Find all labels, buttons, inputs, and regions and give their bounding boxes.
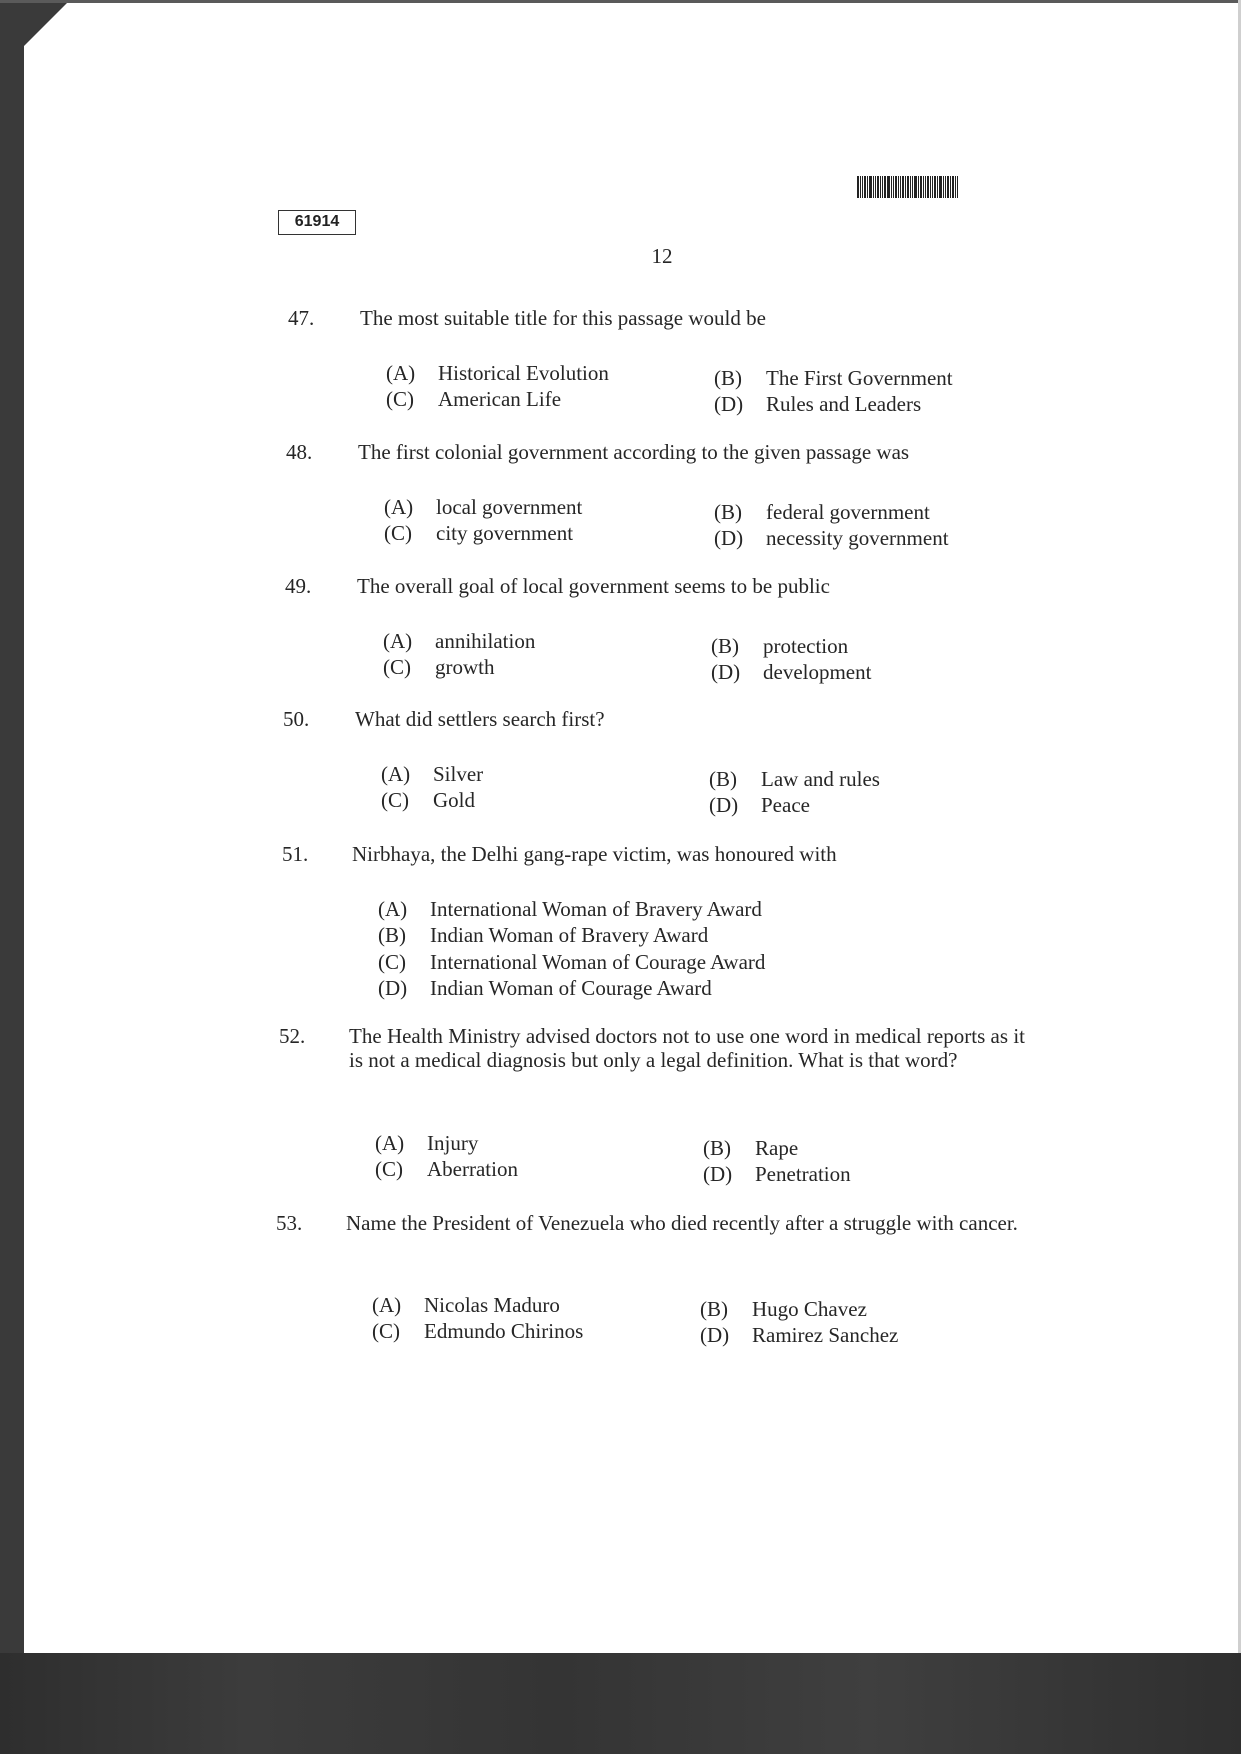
scan-folded-corner	[0, 0, 70, 70]
option-c	[375, 1157, 518, 1181]
option-letter: (C)	[375, 1157, 403, 1181]
scan-border-left	[0, 0, 24, 1754]
option-letter: (D)	[378, 976, 408, 1000]
option-letter: (A)	[372, 1293, 402, 1317]
barcode-bar	[905, 176, 906, 198]
barcode-bar	[910, 176, 911, 198]
question-number: 48.	[286, 440, 313, 464]
option-a	[372, 1293, 560, 1317]
question-number: 53.	[276, 1211, 303, 1235]
option-d	[714, 392, 921, 416]
question-text: What did settlers search first?	[355, 707, 605, 731]
option-a	[384, 495, 582, 519]
option-text: Nicolas Maduro	[424, 1293, 560, 1317]
barcode-bar	[945, 176, 946, 198]
barcode-bar	[918, 176, 919, 198]
option-letter: (C)	[386, 387, 414, 411]
option-letter: (B)	[714, 366, 742, 390]
barcode-bar	[902, 176, 904, 198]
question-number: 50.	[283, 707, 310, 731]
barcode-bar	[862, 176, 863, 198]
barcode-bar	[893, 176, 894, 198]
barcode-bar	[898, 176, 899, 198]
option-c	[384, 521, 573, 545]
barcode-bar	[857, 176, 859, 198]
option-letter: (D)	[714, 526, 744, 550]
option-text: local government	[436, 495, 583, 519]
option-a	[386, 361, 609, 385]
option-text: Peace	[761, 793, 810, 817]
paper-code-box: 61914	[278, 210, 356, 235]
barcode-bar	[873, 176, 874, 198]
barcode-bar	[939, 176, 942, 198]
option-b	[703, 1136, 798, 1160]
barcode-bar	[907, 176, 909, 198]
option-d	[709, 793, 810, 817]
option-text: Hugo Chavez	[752, 1297, 867, 1321]
option-text: Injury	[427, 1131, 479, 1155]
option-letter: (A)	[381, 762, 411, 786]
option-letter: (D)	[703, 1162, 733, 1186]
option-letter: (A)	[375, 1131, 405, 1155]
barcode-bar	[937, 176, 938, 198]
barcode-bar	[912, 176, 913, 198]
option-letter: (A)	[386, 361, 416, 385]
option-letter: (B)	[711, 634, 739, 658]
barcode-bar	[864, 176, 866, 198]
option-letter: (B)	[700, 1297, 728, 1321]
question-number: 52.	[279, 1024, 306, 1048]
option-text: city government	[436, 521, 574, 545]
barcode-bar	[947, 176, 949, 198]
option-b	[709, 767, 880, 791]
option-text: Indian Woman of Bravery Award	[430, 923, 709, 947]
option-text: Rape	[755, 1136, 799, 1160]
barcode-bar	[884, 176, 886, 198]
barcode	[857, 176, 989, 198]
option-letter: (A)	[383, 629, 413, 653]
barcode-bar	[955, 176, 956, 198]
option-text: Indian Woman of Courage Award	[430, 976, 712, 1000]
option-text: protection	[763, 634, 849, 658]
option-a	[381, 762, 483, 786]
option-text: Ramirez Sanchez	[752, 1323, 899, 1347]
question-text: The most suitable title for this passage would be	[360, 306, 766, 330]
option-text: Law and rules	[761, 767, 880, 791]
barcode-bar	[880, 176, 881, 198]
option-d	[703, 1162, 851, 1186]
barcode-bar	[930, 176, 931, 198]
barcode-bar	[923, 176, 924, 198]
barcode-bar	[895, 176, 897, 198]
question-text: The first colonial government according to the given passage was	[358, 440, 910, 464]
barcode-bar	[952, 176, 954, 198]
option-c	[378, 950, 765, 974]
option-text: development	[763, 660, 872, 684]
option-a	[378, 897, 762, 921]
option-text: Penetration	[755, 1162, 851, 1186]
barcode-bar	[900, 176, 901, 198]
option-text: Aberration	[427, 1157, 518, 1181]
option-letter: (D)	[709, 793, 739, 817]
option-c	[383, 655, 495, 679]
option-letter: (C)	[372, 1319, 400, 1343]
barcode-bar	[877, 176, 879, 198]
option-c	[381, 788, 475, 812]
option-d	[378, 976, 712, 1000]
option-text: Rules and Leaders	[766, 392, 922, 416]
option-text: International Woman of Bravery Award	[430, 897, 762, 921]
option-letter: (B)	[378, 923, 406, 947]
option-b	[714, 366, 953, 390]
barcode-bar	[869, 176, 872, 198]
question-text: Nirbhaya, the Delhi gang-rape victim, was honoured with	[352, 842, 837, 866]
barcode-bar	[914, 176, 917, 198]
barcode-bar	[925, 176, 926, 198]
option-letter: (A)	[384, 495, 414, 519]
question-text: The overall goal of local government seems to be public	[357, 574, 830, 598]
barcode-bar	[934, 176, 936, 198]
option-letter: (C)	[383, 655, 411, 679]
option-letter: (C)	[378, 950, 406, 974]
option-text: Gold	[433, 788, 475, 812]
question-number: 51.	[282, 842, 309, 866]
barcode-bar	[920, 176, 922, 198]
option-text: Silver	[433, 762, 484, 786]
option-letter: (D)	[714, 392, 744, 416]
question-text: Name the President of Venezuela who died recently after a struggle with cancer.	[346, 1211, 1018, 1235]
barcode-bar	[867, 176, 868, 198]
option-text: Edmundo Chirinos	[424, 1319, 584, 1343]
option-text: federal government	[766, 500, 930, 524]
option-text: International Woman of Courage Award	[430, 950, 766, 974]
barcode-bar	[927, 176, 929, 198]
option-c	[372, 1319, 583, 1343]
option-text: Historical Evolution	[438, 361, 609, 385]
barcode-bar	[950, 176, 951, 198]
option-letter: (C)	[384, 521, 412, 545]
option-a	[383, 629, 535, 653]
option-text: The First Government	[766, 366, 953, 390]
scan-border-top	[0, 0, 1241, 3]
option-letter: (D)	[711, 660, 741, 684]
option-text: growth	[435, 655, 495, 679]
option-a	[375, 1131, 478, 1155]
option-text: necessity government	[766, 526, 949, 550]
option-c	[386, 387, 561, 411]
option-letter: (D)	[700, 1323, 730, 1347]
option-letter: (B)	[709, 767, 737, 791]
page-number: 12	[651, 244, 673, 268]
option-d	[714, 526, 949, 550]
option-d	[700, 1323, 898, 1347]
barcode-bar	[887, 176, 890, 198]
option-letter: (A)	[378, 897, 408, 921]
option-letter: (B)	[703, 1136, 731, 1160]
option-b	[711, 634, 848, 658]
barcode-bar	[957, 176, 958, 198]
question-number: 49.	[285, 574, 312, 598]
option-b	[378, 923, 708, 947]
question-number: 47.	[288, 306, 315, 330]
barcode-bar	[882, 176, 883, 198]
barcode-bar	[943, 176, 944, 198]
scan-border-bottom	[0, 1653, 1241, 1754]
barcode-bar	[891, 176, 892, 198]
option-b	[714, 500, 930, 524]
option-letter: (C)	[381, 788, 409, 812]
option-text: American Life	[438, 387, 562, 411]
option-d	[711, 660, 871, 684]
barcode-bar	[860, 176, 861, 198]
option-b	[700, 1297, 867, 1321]
question-text: The Health Ministry advised doctors not to use one word in medical reports as it is not a medical diagnosis but only a legal definition. What is that word?	[349, 1024, 1025, 1072]
barcode-bar	[875, 176, 876, 198]
barcode-bar	[932, 176, 933, 198]
option-text: annihilation	[435, 629, 536, 653]
option-letter: (B)	[714, 500, 742, 524]
